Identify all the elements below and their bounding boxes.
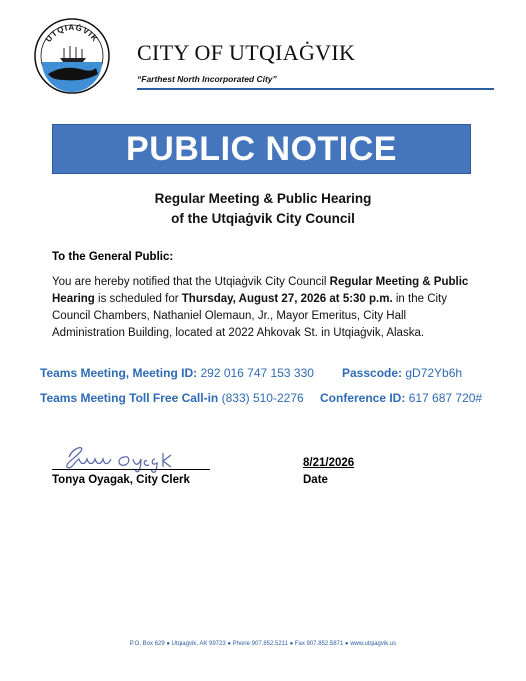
tollfree-value: (833) 510-2276 [218,391,304,405]
paragraph-emphasis: Regular Meeting & Public Hearing [52,276,469,305]
meeting-id-value: 292 016 747 153 330 [197,366,314,380]
seal-text: UTQIAĠVIK [43,22,101,44]
teams-passcode [342,366,462,380]
paragraph-date: Thursday, August 27, 2026 at 5:30 p.m. [181,293,393,305]
city-title: CITY OF UTQIAĠVIK [137,40,356,65]
teams-tollfree [40,391,304,405]
passcode-value: gD72Yb6h [402,366,463,380]
signature-date: 8/21/2026 [303,457,355,469]
meeting-title-line2: of the Utqiaġvik City Council [171,211,355,226]
teams-meeting-id [40,366,314,380]
banner-text: PUBLIC NOTICE [126,129,397,168]
notice-paragraph [52,274,472,342]
city-seal-logo [34,18,110,94]
footer-contact: P.O. Box 629 ● Utqiaġvik, AK 99723 ● Phone 907.852.5211 ● Fax 907.852.5871 ● www.utqiagvik.us [129,641,397,647]
paragraph-part: You are hereby notified that the Utqiaġvik City Council [52,276,330,288]
date-label: Date [303,474,328,486]
conference-label: Conference ID: [320,391,406,405]
paragraph-part: is scheduled for [94,293,182,305]
signer-name: Tonya Oyagak, City Clerk [52,474,190,486]
tollfree-label: Teams Meeting Toll Free Call-in [40,391,219,405]
passcode-label: Passcode: [342,366,403,380]
salutation: To the General Public: [52,251,174,263]
meeting-id-label: Teams Meeting, Meeting ID: [40,366,198,380]
meeting-title-line1: Regular Meeting & Public Hearing [154,191,372,206]
conference-value: 617 687 720# [405,391,483,405]
paragraph-part: in the City Council Chambers, Nathaniel Olemaun, Jr., Mayor Emeritus, City Hall Administration Building, located at 2022 Ahkovak St. in Utqiaġvik, Alaska. [52,293,447,339]
teams-conference-id [320,391,482,405]
public-notice-banner [52,124,471,174]
signature-line [52,469,210,470]
header-divider [137,88,494,90]
city-tagline: “Farthest North Incorporated City” [137,74,277,84]
